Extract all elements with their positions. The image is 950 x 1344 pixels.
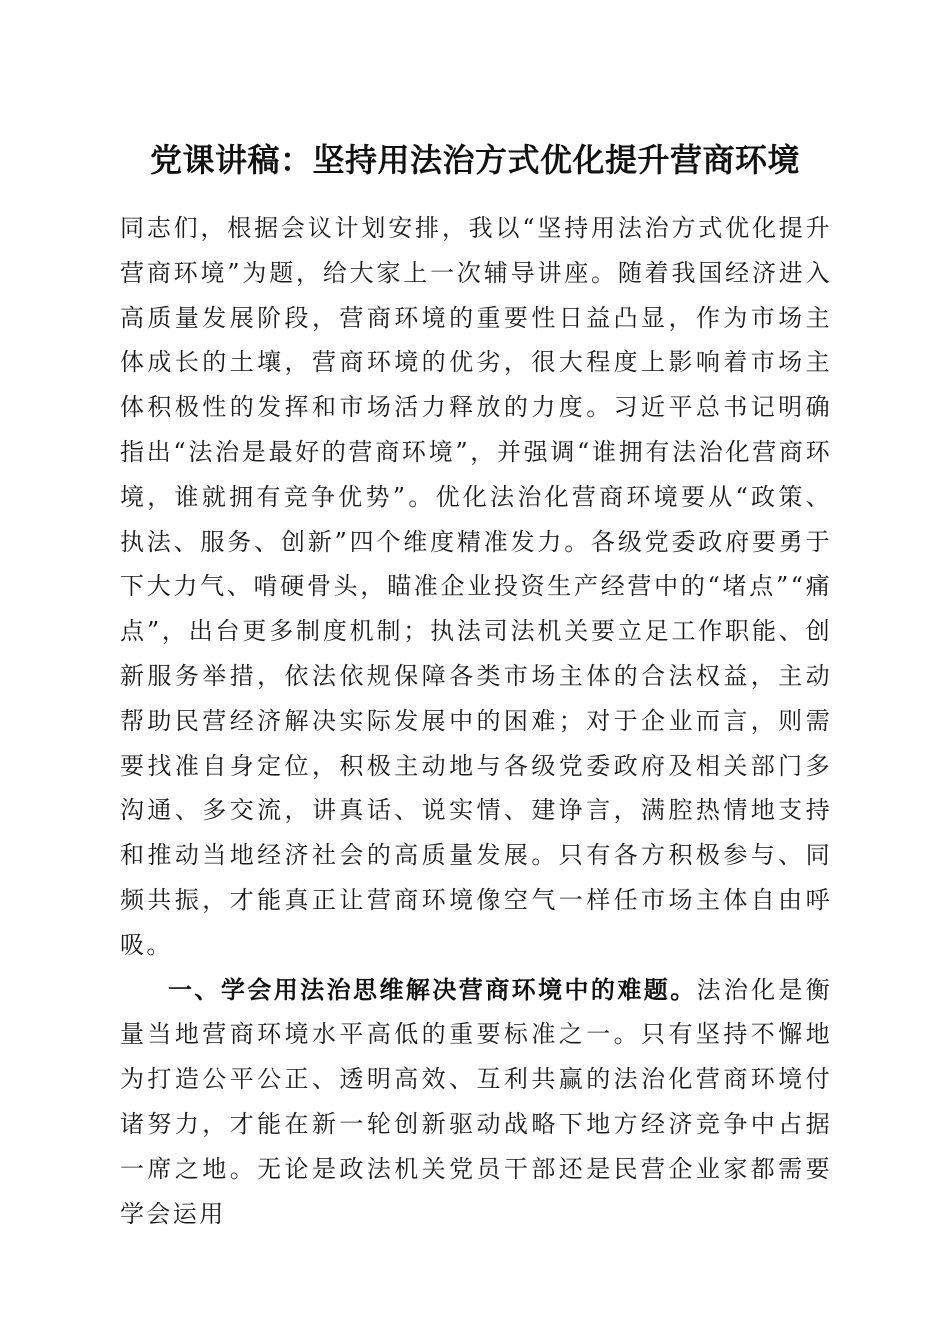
intro-paragraph [120, 206, 832, 968]
intro-paragraph-text: 同志们，根据会议计划安排，我以“坚持用法治方式优化提升营商环境”为题，给大家上一次辅导讲座。随着我国经济进入高质量发展阶段，营商环境的重要性日益凸显，作为市场主体成长的土壤，营商环境的优劣，很大程度上影响着市场主体积极性的发挥和市场活力释放的力度。习近平总书记明确指出“法治是最好的营商环境”，并强调“谁拥有法治化营商环境，谁就拥有竞争优势”。优化法治化营商环境要从“政策、执法、服务、创新”四个维度精准发力。各级党委政府要勇于下大力气、啃硬骨头，瞄准企业投资生产经营中的“堵点”“痛点”，出台更多制度机制；执法司法机关要立足工作职能、创新服务举措，依法依规保障各类市场主体的合法权益，主动帮助民营经济解决实际发展中的困难；对于企业而言，则需要找准自身定位，积极主动地与各级党委政府及相关部门多沟通、多交流，讲真话、说实情、建诤言，满腔热情地支持和推动当地经济社会的高质量发展。只有各方积极参与、同频共振，才能真正让营商环境像空气一样任市场主体自由呼吸。 [120, 214, 832, 959]
section-one-heading: 一、学会用法治思维解决营商环境中的难题。 [168, 975, 697, 1004]
section-one-paragraph [120, 968, 832, 1237]
document-title: 党课讲稿：坚持用法治方式优化提升营商环境 [149, 141, 800, 179]
section-one-text: 法治化是衡量当地营商环境水平高低的重要标准之一。只有坚持不懈地为打造公平公正、透明高效、互利共赢的法治化营商环境付诸努力，才能在新一轮创新驱动战略下地方经济竞争中占据一席之地。无论是政法机关党员干部还是民营企业家都需要学会运用 [120, 975, 833, 1228]
document-body [120, 206, 832, 1236]
